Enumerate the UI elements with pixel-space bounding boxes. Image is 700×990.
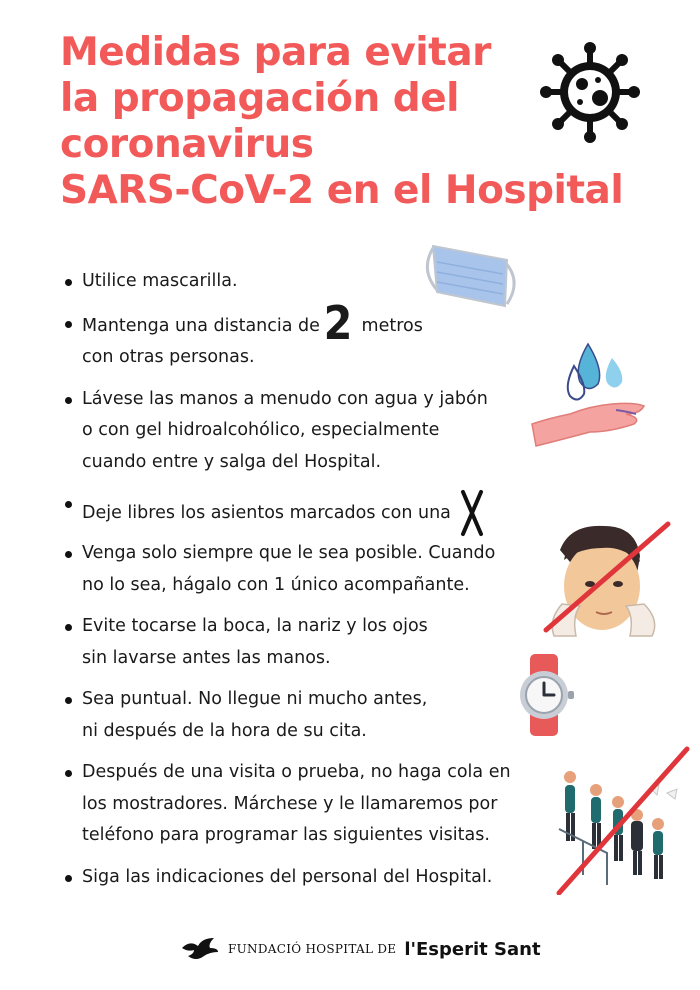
list-item bbox=[62, 384, 562, 479]
watch-icon bbox=[510, 650, 585, 740]
list-item bbox=[62, 684, 562, 747]
item-text: metros bbox=[361, 315, 423, 336]
item-text: Evite tocarse la boca, la nariz y los ojos bbox=[82, 616, 428, 636]
list-item bbox=[62, 488, 562, 538]
list-item bbox=[62, 538, 562, 601]
x-mark-icon bbox=[459, 488, 485, 538]
mask-icon bbox=[415, 240, 525, 315]
item-text: sin lavarse antes las manos. bbox=[82, 647, 331, 668]
item-text: con otras personas. bbox=[82, 347, 255, 367]
item-text: Sea puntual. No llegue ni mucho antes, bbox=[82, 689, 428, 709]
list-item bbox=[62, 862, 562, 894]
item-text: no lo sea, hágalo con 1 único acompañante. bbox=[82, 574, 470, 595]
title-line: la propagación del bbox=[60, 76, 460, 121]
face-touch-icon bbox=[540, 520, 675, 640]
measures-list bbox=[62, 266, 562, 893]
item-text: Mantenga una distancia de bbox=[82, 315, 320, 336]
item-text: los mostradores. Márchese y le llamaremos por bbox=[82, 793, 498, 814]
item-text: Venga solo siempre que le sea posible. Cuando bbox=[82, 543, 496, 563]
handwash-icon bbox=[530, 340, 650, 450]
dove-logo-icon bbox=[180, 936, 220, 962]
list-item bbox=[62, 611, 562, 674]
title-line: SARS-CoV-2 en el Hospital bbox=[60, 168, 624, 213]
list-item bbox=[62, 295, 562, 374]
item-text: Lávese las manos a menudo con agua y jabón bbox=[82, 388, 488, 409]
item-text: Utilice mascarilla. bbox=[82, 271, 238, 291]
item-text: Siga las indicaciones del personal del Hospital. bbox=[82, 866, 493, 887]
title-line: coronavirus bbox=[60, 122, 314, 167]
list-item bbox=[62, 757, 562, 852]
number-two: 2 bbox=[323, 295, 353, 350]
footer-prefix: FUNDACIÓ HOSPITAL DE bbox=[228, 942, 397, 956]
item-text: teléfono para programar las siguientes visitas. bbox=[82, 825, 490, 845]
item-text: cuando entre y salga del Hospital. bbox=[82, 451, 382, 472]
item-text: ni después de la hora de su cita. bbox=[82, 720, 367, 741]
queue-icon bbox=[555, 745, 690, 895]
virus-icon bbox=[540, 40, 640, 145]
title-line: Medidas para evitar bbox=[60, 30, 491, 75]
footer-name: l'Esperit Sant bbox=[404, 938, 541, 960]
item-text: Deje libres los asientos marcados con una bbox=[82, 503, 451, 523]
footer-logo bbox=[180, 932, 541, 966]
item-text: o con gel hidroalcohólico, especialmente bbox=[82, 420, 440, 440]
item-text: Después de una visita o prueba, no haga cola en bbox=[82, 762, 511, 782]
